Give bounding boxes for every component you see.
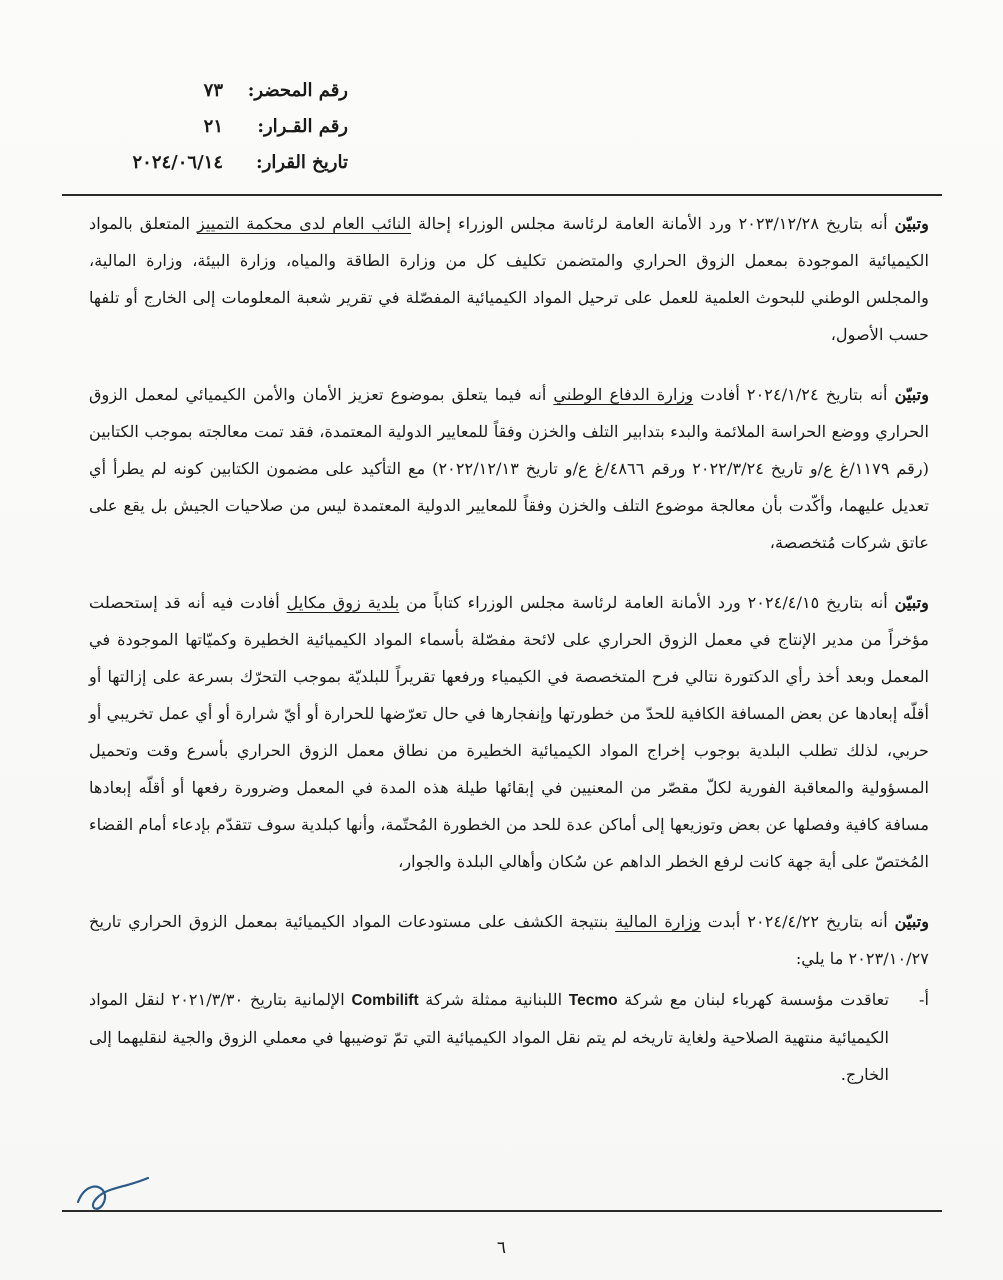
paragraph (89, 903, 929, 977)
paragraph-lead: وتبيّن (894, 593, 929, 612)
paragraph-lead: وتبيّن (894, 912, 930, 931)
paragraph-text: المتعلق بالمواد الكيميائية الموجودة بمعمل الزوق الحراري والمتضمن تكليف كل من وزارة الطاقة والمياه، وزارة البيئة، وزارة المالية، والمجلس الوطني للبحوث العلمية للعمل على ترحيل المواد الكيميائية المفصّلة في تقرير شعبة المعلومات إلى الخارج أو تلفها حسب الأصول، (89, 214, 929, 344)
decision-date-row (48, 144, 348, 180)
minutes-number-row (48, 72, 348, 108)
decision-date-value: ٢٠٢٤/٠٦/١٤ (132, 151, 223, 173)
paragraph (89, 376, 929, 561)
paragraph-text: أنه بتاريخ ٢٠٢٤/٤/٢٢ أبدت (700, 912, 895, 931)
top-divider (62, 194, 942, 196)
underlined-entity: بلدية زوق مكايل (286, 593, 400, 612)
document-body (89, 205, 929, 1093)
sub-item-marker: أ- (919, 990, 929, 1009)
paragraph (89, 584, 929, 880)
bottom-divider (62, 1210, 942, 1212)
sub-item-text: تعاقدت مؤسسة كهرباء لبنان مع شركة (617, 990, 889, 1009)
decision-date-label: تاريخ القرار: (256, 151, 348, 173)
decision-number-row (48, 108, 348, 144)
paragraph-lead: وتبيّن (894, 385, 930, 404)
company-name: Combilift (351, 992, 419, 1009)
sub-item-text: اللبنانية ممثلة شركة (418, 990, 569, 1009)
company-name: Tecmo (568, 992, 618, 1009)
paragraph-lead: وتبيّن (894, 214, 929, 233)
paragraph-text: أنه فيما يتعلق بموضوع تعزيز الأمان والأمن الكيميائي لمعمل الزوق الحراري ووضع الحراسة الملائمة والبدء بتدابير التلف والخزن وفقاً للمعايير الدولية المعتمدة، فقد تمت معالجته بموجب الكتابين (رقم ١١٧٩/غ ع/و تاريخ ٢٠٢٢/٣/٢٤ ورقم ٤٨٦٦/غ ع/و تاريخ ٢٠٢٢/١٢/١٣) مع التأكيد على مضمون الكتابين كونه لم يطرأ أي تعديل عليهما، وأكّدت بأن معالجة موضوع التلف والخزن وفقاً للمعايير الدولية المعتمدة ليس من صلاحيات الجيش بل يقع على عاتق شركات مُتخصصة، (89, 385, 929, 552)
sub-item-text: الإلمانية بتاريخ ٢٠٢١/٣/٣٠ لنقل المواد الكيميائية منتهية الصلاحية ولغاية تاريخه لم يتم نقل المواد الكيميائية التي تمّ توضيبها في معملي الزوق والجية لنقليهما إلى الخارج. (89, 990, 889, 1084)
minutes-number-value: ٧٣ (203, 79, 223, 101)
paragraph-text: أنه بتاريخ ٢٠٢٣/١٢/٢٨ ورد الأمانة العامة لرئاسة مجلس الوزراء إحالة (411, 214, 895, 233)
decision-header (48, 72, 348, 180)
decision-number-value: ٢١ (203, 115, 223, 137)
paragraph (89, 205, 929, 353)
paragraph-text: بنتيجة الكشف على مستودعات المواد الكيميائية بمعمل الزوق الحراري تاريخ ٢٠٢٣/١٠/٢٧ ما يلي: (89, 912, 929, 968)
paragraph-text: أنه بتاريخ ٢٠٢٤/٤/١٥ ورد الأمانة العامة لرئاسة مجلس الوزراء كتاباً من (399, 593, 895, 612)
underlined-entity: وزارة الدفاع الوطني (553, 385, 694, 404)
sub-item (89, 981, 929, 1093)
page-number: ٦ (496, 1238, 507, 1258)
underlined-entity: وزارة المالية (615, 912, 701, 931)
paragraph-text: أنه بتاريخ ٢٠٢٤/١/٢٤ أفادت (693, 385, 895, 404)
minutes-number-label: رقم المحضر: (247, 79, 348, 101)
paragraph-text: أفادت فيه أنه قد إستحصلت مؤخراً من مدير الإنتاج في معمل الزوق الحراري على لائحة مفصّلة بأسماء المواد الكيميائية الخطيرة وكميّاتها الموجودة في المعمل وبعد أخذ رأي الدكتورة نتالي فرح المتخصصة في الكيمياء ورفعها تقريراً للبلديّة بموجب التحرّك بسرعة على إزالتها أو أقلّه إبعادها عن بعض المسافة الكافية للحدّ من خطورتها وإنفجارها في حال تعرّضها للحرارة أو أيّ شرارة أو أي عمل تخريبي أو حربي، لذلك تطلب البلدية بوجوب إخراج المواد الكيميائية الخطيرة من نطاق معمل الزوق الحراري بأسرع وقت وتحميل المسؤولية والمعاقبة الفورية لكلّ مقصّر من المعنيين في إبقائها طيلة هذه المدة في المعمل وضرورة رفعها أو أقلّه إبعادها مسافة كافية وفصلها عن بعض وتوزيعها إلى أماكن عدة للحد من الخطورة المُحتّمة، وأنها كبلدية سوف تتقدّم بإدعاء أمام القضاء المُختصّ على أية جهة كانت لرفع الخطر الداهم عن سُكان وأهالي البلدة والجوار، (89, 593, 929, 871)
decision-number-label: رقم القـرار: (257, 115, 348, 137)
underlined-entity: النائب العام لدى محكمة التمييز (196, 214, 412, 233)
